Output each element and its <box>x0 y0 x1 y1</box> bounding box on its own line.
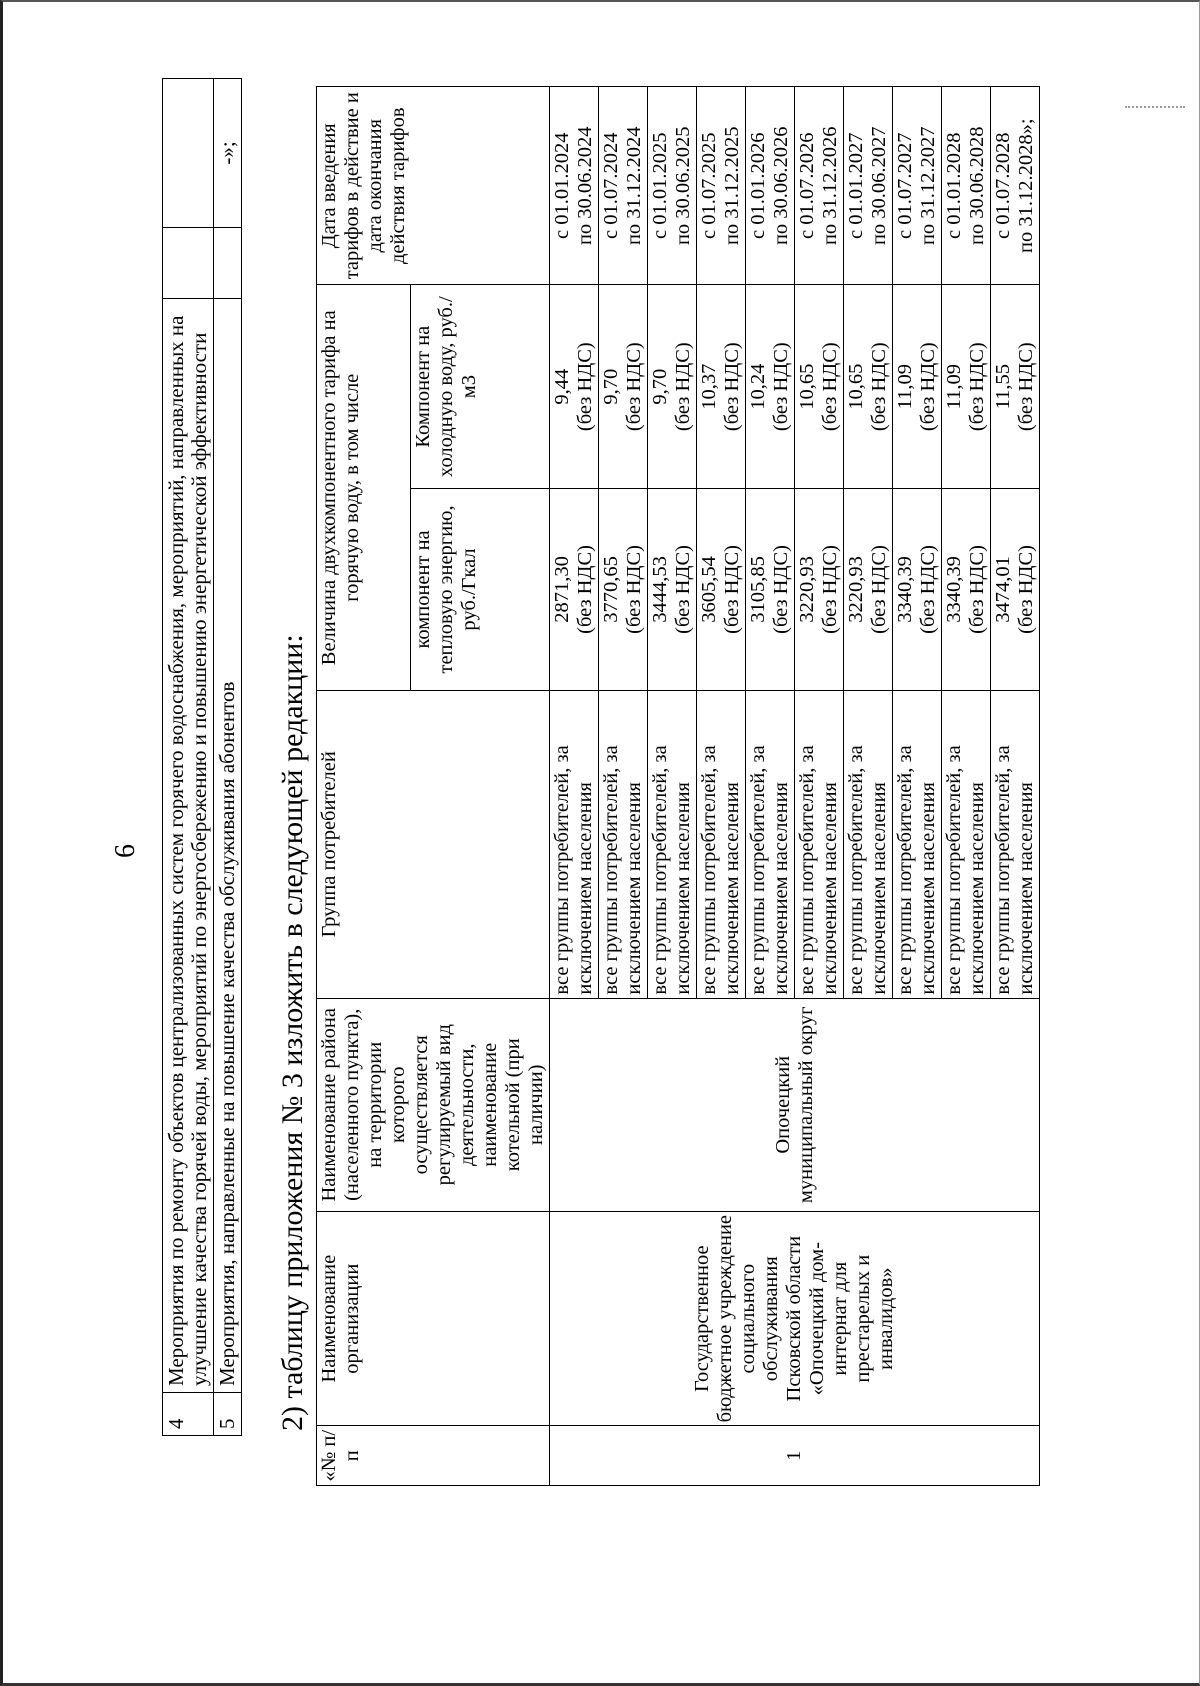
cold-component <box>942 285 991 488</box>
row-text: Мероприятия, направленные на повышение качества обслуживания абонентов <box>214 299 242 1393</box>
thermal-component-value: 3220,93 <box>845 556 867 623</box>
consumer-group: все группы потребителей, за исключением населения <box>795 691 844 999</box>
tariff-period-value: с 01.01.2024 <box>551 132 573 239</box>
consumer-group: все группы потребителей, за исключением населения <box>844 691 893 999</box>
tariff-period-note: по 31.12.2027 <box>917 126 939 246</box>
tariff-period-note: по 31.12.2026 <box>819 126 841 246</box>
cold-component-note: (без НДС) <box>672 342 694 432</box>
tariff-period-note: по 30.06.2025 <box>672 126 694 246</box>
row-value: -»; <box>214 79 242 228</box>
tariff-period-note: по 31.12.2025 <box>721 126 743 246</box>
header-thermal: компонент на тепловую энергию, руб./Гкал <box>411 488 550 690</box>
tariff-period <box>893 87 942 285</box>
cold-component-note: (без НДС) <box>966 342 988 432</box>
cold-component <box>697 285 746 488</box>
thermal-component-value: 3444,53 <box>649 556 671 623</box>
thermal-component <box>697 488 746 690</box>
header-num: «№ п/п <box>317 1426 550 1486</box>
tariff-body <box>550 87 1040 1486</box>
cold-component-value: 10,24 <box>747 363 769 410</box>
header-row <box>317 87 411 1486</box>
cold-component <box>991 285 1040 488</box>
tariff-period <box>942 87 991 285</box>
tariff-period-note: по 31.12.2028»; <box>1015 118 1037 254</box>
cold-component-value: 9,70 <box>649 368 671 405</box>
cold-component-value: 11,09 <box>894 363 916 410</box>
header-group: Группа потребителей <box>317 691 550 999</box>
cold-component-value: 11,55 <box>992 363 1014 410</box>
cold-component-note: (без НДС) <box>721 342 743 432</box>
cold-component-note: (без НДС) <box>819 342 841 432</box>
tariff-period-value: с 01.01.2027 <box>845 132 867 239</box>
thermal-component-value: 3340,39 <box>894 556 916 623</box>
cold-component-value: 11,09 <box>943 363 965 410</box>
header-area: Наименование района (населенного пункта), на территории которого осуществляется регулируемый вид деятельности, наименование котельной (при наличии) <box>317 998 550 1211</box>
thermal-component-value: 3220,93 <box>796 556 818 623</box>
tariff-period-note: по 30.06.2026 <box>770 126 792 246</box>
tariff-period-value: с 01.07.2027 <box>894 132 916 239</box>
cold-component <box>893 285 942 488</box>
consumer-group: все группы потребителей, за исключением населения <box>942 691 991 999</box>
cold-component <box>599 285 648 488</box>
tariff-period-note: по 31.12.2024 <box>623 126 645 246</box>
cold-component-value: 10,65 <box>796 363 818 410</box>
tariff-period <box>746 87 795 285</box>
thermal-component-note: (без НДС) <box>966 545 988 634</box>
thermal-component <box>746 488 795 690</box>
cold-component <box>795 285 844 488</box>
tariff-period-value: с 01.01.2025 <box>649 132 671 239</box>
tariff-period <box>991 87 1040 285</box>
cold-component-note: (без НДС) <box>770 342 792 432</box>
thermal-component <box>893 488 942 690</box>
tariff-period <box>795 87 844 285</box>
thermal-component-note: (без НДС) <box>721 545 743 634</box>
cold-component <box>844 285 893 488</box>
cold-component-value: 9,44 <box>551 368 573 405</box>
cold-component-note: (без НДС) <box>574 342 596 432</box>
tariff-period <box>599 87 648 285</box>
thermal-component <box>844 488 893 690</box>
tariff-period <box>844 87 893 285</box>
cold-component-note: (без НДС) <box>917 342 939 432</box>
page-number: 6 <box>110 844 141 858</box>
tariff-table <box>316 86 1040 1486</box>
thermal-component <box>550 488 599 690</box>
header-tariff: Величина двухкомпонентного тарифа на горячую воду, в том числе <box>317 285 411 691</box>
consumer-group: все группы потребителей, за исключением населения <box>893 691 942 999</box>
cold-component <box>648 285 697 488</box>
tariff-period <box>550 87 599 285</box>
thermal-component <box>795 488 844 690</box>
table-row <box>550 87 599 1486</box>
row-value <box>163 79 214 228</box>
header-cold: Компонент на холодную воду, руб./м3 <box>411 285 550 488</box>
tariff-period-note: по 30.06.2028 <box>966 126 988 246</box>
consumer-group: все группы потребителей, за исключением населения <box>697 691 746 999</box>
thermal-component-note: (без НДС) <box>574 545 596 634</box>
thermal-component-value: 3605,54 <box>698 556 720 623</box>
thermal-component-note: (без НДС) <box>623 545 645 634</box>
consumer-group: все группы потребителей, за исключением населения <box>550 691 599 999</box>
area-name: Опочецкий муниципальный округ <box>550 998 1040 1211</box>
consumer-group: все группы потребителей, за исключением населения <box>991 691 1040 999</box>
top-table <box>162 78 242 1436</box>
thermal-component-value: 3770,65 <box>600 556 622 623</box>
tariff-period-value: с 01.07.2024 <box>600 132 622 239</box>
consumer-group: все группы потребителей, за исключением населения <box>648 691 697 999</box>
table-row <box>214 79 242 1436</box>
tariff-period-note: по 30.06.2024 <box>574 126 596 246</box>
cold-component-note: (без НДС) <box>868 342 890 432</box>
cold-component-note: (без НДС) <box>623 342 645 432</box>
tariff-period-note: по 30.06.2027 <box>868 126 890 246</box>
tariff-period <box>697 87 746 285</box>
thermal-component-note: (без НДС) <box>672 545 694 634</box>
thermal-component-value: 3340,39 <box>943 556 965 623</box>
row-number: 1 <box>550 1426 1040 1486</box>
section-heading: 2) таблицу приложения № 3 изложить в следующей редакции: <box>276 634 309 1431</box>
row-number: 5 <box>214 1393 242 1436</box>
consumer-group: все группы потребителей, за исключением населения <box>599 691 648 999</box>
organization-name: Государственное бюджетное учреждение социального обслуживания Псковской области «Опочецкий дом-интернат для престарелых и инвалидов» <box>550 1211 1040 1426</box>
thermal-component-value: 3474,01 <box>992 556 1014 623</box>
cold-component-value: 9,70 <box>600 368 622 405</box>
tariff-period <box>648 87 697 285</box>
thermal-component <box>942 488 991 690</box>
cold-component <box>746 285 795 488</box>
tariff-period-value: с 01.07.2028 <box>992 132 1014 239</box>
thermal-component <box>991 488 1040 690</box>
tariff-period-value: с 01.07.2025 <box>698 132 720 239</box>
tariff-period-value: с 01.01.2026 <box>747 132 769 239</box>
thermal-component-note: (без НДС) <box>770 545 792 634</box>
tariff-period-value: с 01.01.2028 <box>943 132 965 239</box>
thermal-component-note: (без НДС) <box>868 545 890 634</box>
thermal-component <box>599 488 648 690</box>
thermal-component-note: (без НДС) <box>1015 545 1037 634</box>
row-text: Мероприятия по ремонту объектов централизованных систем горячего водоснабжения, мероприятий, направленных на улучшение качества горячей воды, мероприятий по энергосбережению и повышению энергетической эффективности <box>163 299 214 1393</box>
thermal-component-note: (без НДС) <box>917 545 939 634</box>
header-org: Наименование организации <box>317 1211 550 1426</box>
row-number: 4 <box>163 1393 214 1436</box>
thermal-component-value: 2871,30 <box>551 556 573 623</box>
tariff-period-value: с 01.07.2026 <box>796 132 818 239</box>
cold-component-value: 10,65 <box>845 363 867 410</box>
thermal-component-note: (без НДС) <box>819 545 841 634</box>
cold-component-value: 10,37 <box>698 363 720 410</box>
cold-component-note: (без НДС) <box>1015 342 1037 432</box>
thermal-component-value: 3105,85 <box>747 556 769 623</box>
header-period: Дата введения тарифов в действие и дата окончания действия тарифов <box>317 87 550 285</box>
consumer-group: все группы потребителей, за исключением населения <box>746 691 795 999</box>
cold-component <box>550 285 599 488</box>
table-row <box>163 79 214 1436</box>
thermal-component <box>648 488 697 690</box>
